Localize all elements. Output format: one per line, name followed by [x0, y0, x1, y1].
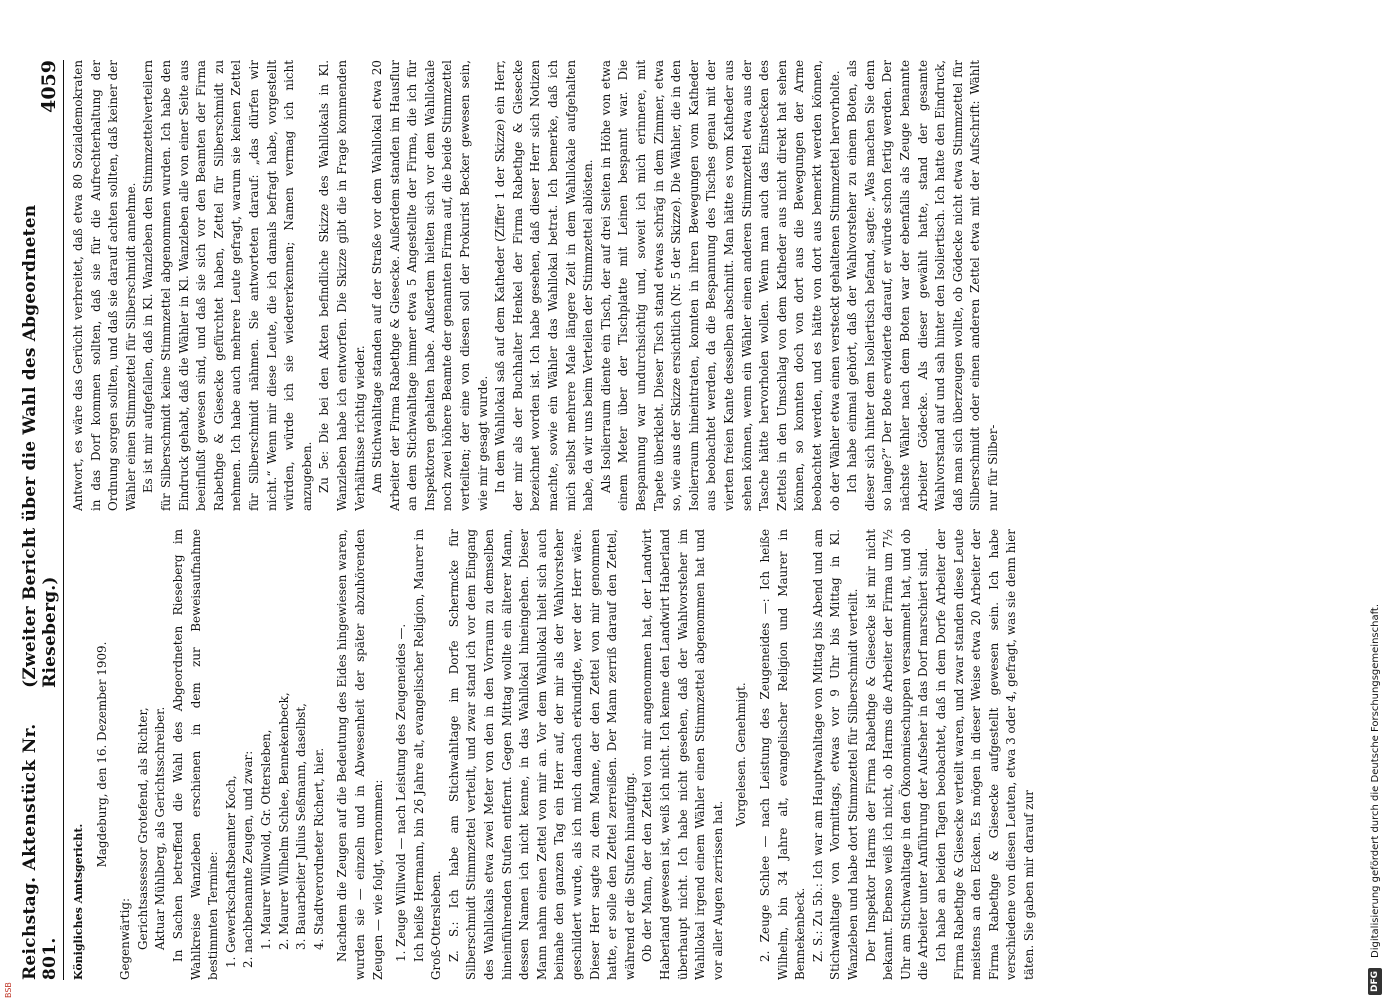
- right-column: [70, 60, 1335, 511]
- page-number: 4059: [38, 60, 60, 113]
- intro-paragraph: In Sachen betreffend die Wahl des Abgeordneten Rieseberg im Wahlkreise Wanzleben erschienen in dem zur Beweisaufnahme bestimmten Termine:: [170, 529, 221, 980]
- right-paragraph-7: Ich habe einmal gehört, daß der Wahlvorsteher zu einem Boten, als dieser sich hinter dem Isoliertisch befand, sagte: „Was machen Sie denn so lange?“ Der Bote erwiderte darauf, er würde schon fertig werden. Der nächste Wähler nach dem Boten war der ebenfalls als Zeuge benannte Arbeiter Gödecke. Als dieser gewählt hatte, stand der gesamte Wahlvorstand auf und sah hinter den Isoliertisch. Ich hatte den Eindruck, daß man sich überzeugen wollte, ob Gödecke nicht etwa Stimmzettel für Silberschmidt oder einen anderen Zettel etwa mit der Aufschrift: Wählt nur für Silber-: [845, 60, 1000, 511]
- right-paragraph-2: Es ist mir aufgefallen, daß in Kl. Wanzleben den Stimmzettelverteilern für Silberschmidt keine Stimmzettel abgenommen wurden. Ich habe den Eindruck gehabt, daß die Wähler in Kl. Wanzleben alle von einer Seite aus beeinflußt gewesen sind, und daß sie sich vor den Beamten der Firma Rabethge & Giesecke gefürchtet haben, Zettel für Silberschmidt zu nehmen. Ich habe auch mehrere Leute gefragt, warum sie keinen Zettel für Silberschmidt nähmen. Sie antworteten darauf: „das dürfen wir nicht.“ Wenn mir diese Leute, die ich damals befragt habe, vorgestellt würden, würde ich sie wiedererkennen; Namen vermag ich nicht anzugeben.: [141, 60, 314, 511]
- header-left: Reichstag. Aktenstück Nr. 801.: [20, 723, 60, 980]
- court-label: Königliches Amtsgericht.: [72, 823, 85, 980]
- present-label: Gegenwärtig:: [118, 898, 133, 980]
- bsb-mark: BSB: [4, 982, 13, 998]
- right-paragraph-5: In dem Wahllokal saß auf dem Katheder (Ziffer 1 der Skizze) ein Herr, der mir als der Buchhalter Henkel der Firma Rabethge & Giesecke bezeichnet worden ist. Ich habe gesehen, daß dieser Herr sich Notizen machte, sowie ein Wähler das Wahllokal betrat. Ich bemerke, daß ich mich selbst mehrere Male längere Zeit in dem Wahllokale aufgehalten habe, da wir uns beim Verteilen der Stimmzettel ablösten.: [493, 60, 596, 511]
- witness-1-paragraph-3: Ob der Mann, der den Zettel von mir angenommen hat, der Landwirt Haberland gewesen ist, weiß ich nicht. Ich kenne den Landwirt Haberland überhaupt nicht. Ich habe nicht gesehen, daß der Wahlvorsteher im Wahllokal irgend einem Wähler einen Stimmzettel abgenommen hat und vor aller Augen zerrissen hat.: [640, 529, 725, 980]
- present-judge: Gerichtsassessor Grotefend, als Richter,: [135, 707, 150, 950]
- read-approved: Vorgelesen. Genehmigt.: [734, 682, 749, 827]
- right-paragraph-4: Am Stichwahltage standen auf der Straße vor dem Wahllokal etwa 20 Arbeiter der Firma Rabethge & Giesecke. Außerdem standen im Hausflur an dem Stichwahltage immer etwa 5 Angestellte der Firma, die ich für Inspektoren gehalten habe. Außerdem hielten sich vor dem Wahllokale noch zwei höhere Beamte der genannten Firma auf, die beide Stimmzettel verteilten; der eine von diesen soll der Prokurist Becker gewesen sein, wie mir gesagt wurde.: [370, 60, 490, 511]
- witness-2-paragraph-3: Ich habe an beiden Tagen beobachtet, daß in dem Dorfe Arbeiter der Firma Rabethge & Giesecke verteilt waren, und zwar standen diese Leute meistens an den Ecken. Es mögen in dieser Weise etwa 20 Arbeiter der Firma Rabethge & Giesecke aufgestellt gewesen sein. Ich habe verschiedene von diesen Leuten, etwa 3 oder 4, gefragt, was sie denn hier täten. Sie gaben mir darauf zur: [933, 529, 1036, 980]
- witness-2: 2. Maurer Wilhelm Schlee, Bennekenbeck,: [276, 692, 291, 950]
- witness-1-paragraph-2: Z. S.: Ich habe am Stichwahltage im Dorfe Schermcke für Silberschmidt Stimmzettel verteilt, und zwar stand ich vor dem Eingang des Wahllokals etwa zwei Meter von den in den Vorraum zu demselben hineinführenden Stufen entfernt. Gegen Mittag wollte ein älterer Mann, dessen Namen ich nicht kenne, in das Wahllokal hineingehen. Dieser Mann nahm einen Zettel von mir an. Vor dem Wahllokal hielt sich auch beinahe den ganzen Tag ein Herr auf, der mir als der Wahlvorsteher geschildert wurde, als ich mich danach erkundigte, wer der Herr wäre. Dieser Herr sagte zu dem Manne, der den Zettel von mir genommen hatte, er solle den Zettel zerreißen. Der Mann zerriß darauf den Zettel, während er die Stufen hinaufging.: [446, 529, 637, 980]
- digitization-credit: [1368, 5, 1382, 995]
- appearance-item-1: 1. Gewerkschaftsbeamter Koch,: [223, 775, 238, 968]
- witness-1-heading: 1. Zeuge Willwold — nach Leistung des Zeugeneides —.: [394, 623, 409, 962]
- witness-1-paragraph-1: Ich heiße Hermann, bin 26 Jahre alt, evangelischer Religion, Maurer in Groß-Ottersleben.: [411, 529, 444, 980]
- witness-2-paragraph-1: Z. S.: Zu 5b.: Ich war am Hauptwahltage von Mittag bis Abend und am Stichwahltage von Vormittags, etwas vor 9 Uhr bis Mittag in Kl. Wanzleben und habe dort Stimmzettel für Silberschmidt verteilt.: [810, 529, 860, 980]
- witness-3: 3. Bauarbeiter Julius Seßmann, daselbst,: [294, 703, 309, 950]
- rotated-page: [20, 50, 1345, 990]
- header-title: (Zweiter Bericht über die Wahl des Abgeordneten Rieseberg.): [20, 204, 60, 688]
- appearance-item-2: 2. nachbenannte Zeugen, und zwar:: [241, 750, 256, 968]
- page-header: [20, 60, 64, 980]
- text-columns: [70, 60, 1335, 980]
- right-paragraph-1: Antwort, es wäre das Gerücht verbreitet, daß etwa 80 Sozialdemokraten in das Dorf kommen sollten, daß sie für die Aufrechterhaltung der Ordnung sorgen sollten, und daß sie darauf achten sollten, daß keiner der Wähler einen Stimmzettel für Silberschmidt annehme.: [71, 60, 138, 511]
- witness-4: 4. Stadtverordneter Richert, hier.: [311, 747, 326, 950]
- witness-1: 1. Maurer Willwold, Gr. Ottersleben,: [258, 729, 273, 950]
- witness-2-paragraph-2: Der Inspektor Harms der Firma Rabethge & Giesecke ist mir nicht bekannt. Ebenso weiß ich nicht, ob Harms die Arbeiter der Firma um 7½ Uhr am Stichwahltage in den Ökonomieschuppen versammelt hat, und ob die Arbeiter unter Anführung der Aufseher in das Dorf marschiert sind.: [863, 529, 931, 980]
- digitization-text: Digitalisierung gefördert durch die Deutsche Forschungsgemeinschaft.: [1369, 603, 1381, 958]
- right-paragraph-3: Zu 5e: Die bei den Akten befindliche Skizze des Wahllokals in Kl. Wanzleben habe ich entworfen. Die Skizze gibt die in Frage kommenden Verhältnisse richtig wieder.: [317, 60, 367, 511]
- place-date: Magdeburg, den 16. Dezember 1909.: [94, 641, 109, 868]
- right-paragraph-6: Als Isolierraum diente ein Tisch, der auf drei Seiten in Höhe von etwa einem Meter über der Tischplatte mit Leinen bespannt war. Die Bespannung war undurchsichtig und, soweit ich mich erinnere, mit Tapete überklebt. Dieser Tisch stand etwas schräg in dem Zimmer, etwa so, wie aus der Skizze ersichtlich (Nr. 5 der Skizze). Die Wähler, die in den Isolierraum hineintraten, konnten in ihren Bewegungen vom Katheder aus beobachtet werden, da die Bespannung des Tisches genau mit der vierten freien Kante desselben abschnitt. Man hätte es vom Katheder aus sehen können, wenn ein Wähler einen anderen Stimmzettel etwa aus der Tasche hätte hervorholen wollen. Wenn man auch das Einstecken des Zettels in den Umschlag von dem Katheder aus nicht direkt hat sehen können, so konnten doch von dort aus die Bewegungen der Arme beobachtet werden, und es hätte von dort aus bemerkt werden können, ob der Wähler etwa einen versteckt gehaltenen Stimmzettel hervorholte.: [598, 60, 842, 511]
- witness-2-heading: 2. Zeuge Schlee — nach Leistung des Zeugeneides —: Ich heiße Wilhelm, bin 34 Jahre alt, evangelischer Religion und Maurer in Bennekenbeck.: [757, 529, 808, 980]
- present-clerk: Aktuar Mühlberg, als Gerichtsschreiber.: [153, 706, 168, 950]
- oath-paragraph: Nachdem die Zeugen auf die Bedeutung des Eides hingewiesen waren, wurden sie — einzeln und in Abwesenheit der später abzuhörenden Zeugen — wie folgt, vernommen:: [335, 529, 385, 980]
- dfg-badge: DFG: [1368, 968, 1382, 995]
- left-column: [70, 529, 1335, 980]
